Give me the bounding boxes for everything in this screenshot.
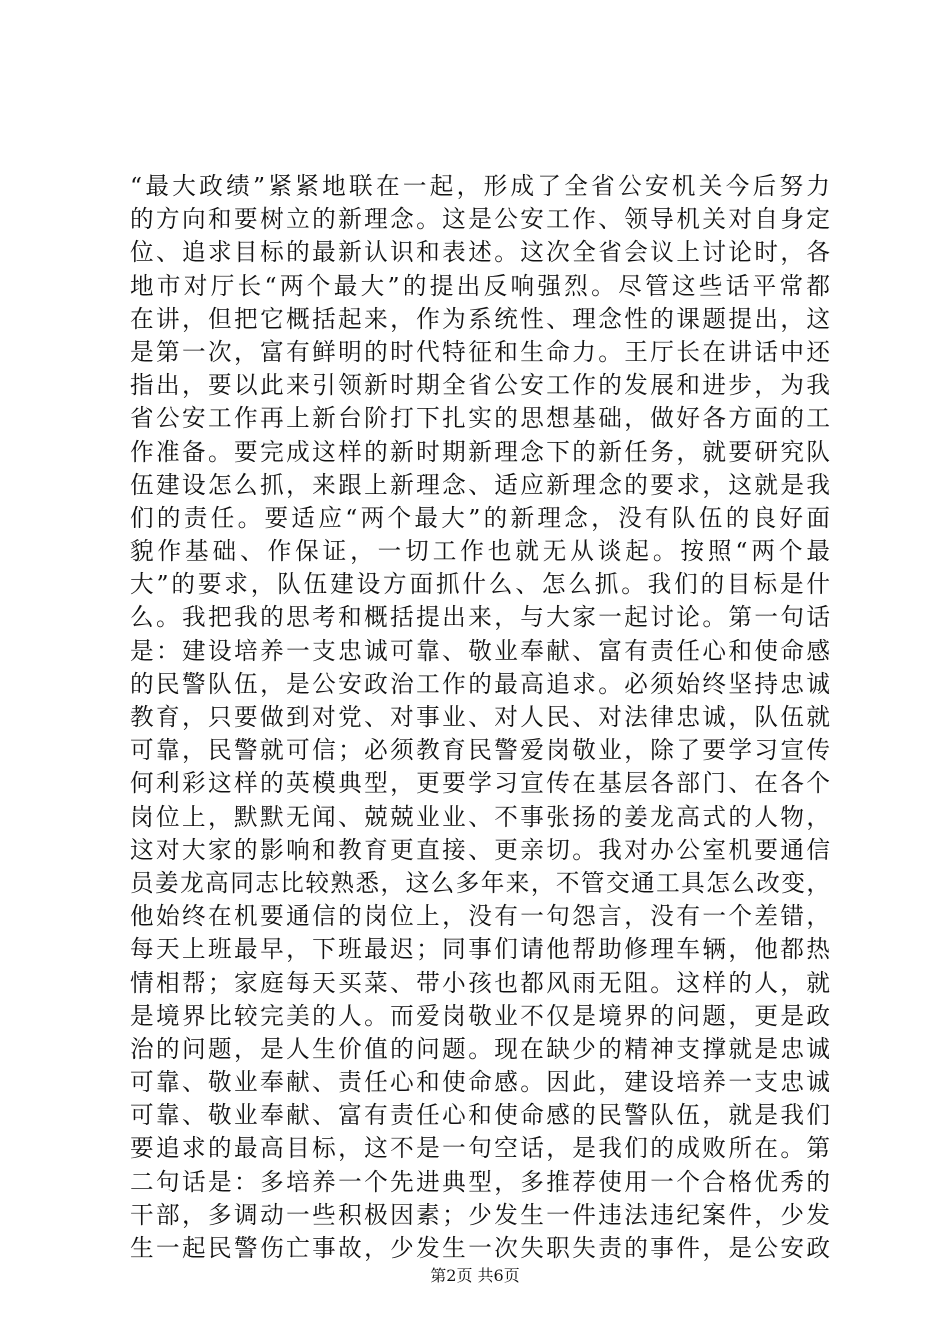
text-line: 教育，只要做到对党、对事业、对人民、对法律忠诚，队伍就: [130, 703, 830, 731]
text-line: 何利彩这样的英模典型，更要学习宣传在基层各部门、在各个: [130, 769, 830, 798]
text-line: 们的责任。要适应“两个最大”的新理念，没有队伍的良好面: [130, 503, 830, 532]
text-line: 省公安工作再上新台阶打下扎实的思想基础，做好各方面的工: [130, 404, 830, 433]
text-line: 员姜龙高同志比较熟悉，这么多年来，不管交通工具怎么改变，: [130, 868, 830, 897]
text-line: 是第一次，富有鲜明的时代特征和生命力。王厅长在讲话中还: [130, 337, 830, 366]
text-line: 伍建设怎么抓，来跟上新理念、适应新理念的要求，这就是我: [130, 470, 830, 499]
text-line: 干部，多调动一些积极因素；少发生一件违法违纪案件，少发: [130, 1200, 830, 1229]
text-line: 情相帮；家庭每天买菜、带小孩也都风雨无阻。这样的人，就: [130, 968, 830, 997]
text-line: 治的问题，是人生价值的问题。现在缺少的精神支撑就是忠诚: [130, 1034, 830, 1063]
page-footer: [0, 1266, 950, 1286]
text-line: 大”的要求，队伍建设方面抓什么、怎么抓。我们的目标是什: [130, 570, 830, 599]
text-line: 这对大家的影响和教育更直接、更亲切。我对办公室机要通信: [130, 835, 830, 864]
text-line: 二句话是：多培养一个先进典型，多推荐使用一个合格优秀的: [130, 1167, 830, 1196]
body-text: [130, 170, 830, 1265]
text-line: 可靠、敬业奉献、责任心和使命感。因此，建设培养一支忠诚: [130, 1068, 830, 1097]
text-line: 指出，要以此来引领新时期全省公安工作的发展和进步，为我: [130, 371, 830, 400]
text-line: “最大政绩”紧紧地联在一起，形成了全省公安机关今后努力: [130, 172, 830, 200]
text-line: 么。我把我的思考和概括提出来，与大家一起讨论。第一句话: [130, 603, 830, 632]
text-line: 每天上班最早，下班最迟；同事们请他帮助修理车辆，他都热: [130, 935, 830, 964]
page-number-label: 第2页 共6页: [430, 1266, 520, 1285]
text-line: 生一起民警伤亡事故，少发生一次失职失责的事件，是公安政: [130, 1234, 830, 1262]
text-line: 的方向和要树立的新理念。这是公安工作、领导机关对自身定: [130, 205, 830, 234]
text-line: 岗位上，默默无闻、兢兢业业、不事张扬的姜龙高式的人物，: [130, 802, 830, 831]
text-line: 可靠、敬业奉献、富有责任心和使命感的民警队伍，就是我们: [130, 1101, 830, 1130]
text-line: 作准备。要完成这样的新时期新理念下的新任务，就要研究队: [130, 437, 830, 466]
text-line: 位、追求目标的最新认识和表述。这次全省会议上讨论时，各: [130, 238, 830, 267]
text-line: 是：建设培养一支忠诚可靠、敬业奉献、富有责任心和使命感: [130, 636, 830, 665]
text-line: 要追求的最高目标，这不是一句空话，是我们的成败所在。第: [130, 1134, 830, 1163]
text-line: 的民警队伍，是公安政治工作的最高追求。必须始终坚持忠诚: [130, 669, 830, 698]
text-line: 可靠，民警就可信；必须教育民警爱岗敬业，除了要学习宣传: [130, 736, 830, 765]
text-line: 在讲，但把它概括起来，作为系统性、理念性的课题提出，这: [130, 304, 830, 333]
text-line: 地市对厅长“两个最大”的提出反响强烈。尽管这些话平常都: [130, 271, 830, 300]
text-line: 貌作基础、作保证，一切工作也就无从谈起。按照“两个最: [130, 537, 830, 566]
text-line: 他始终在机要通信的岗位上，没有一句怨言，没有一个差错，: [130, 902, 830, 931]
text-line: 是境界比较完美的人。而爱岗敬业不仅是境界的问题，更是政: [130, 1001, 830, 1030]
